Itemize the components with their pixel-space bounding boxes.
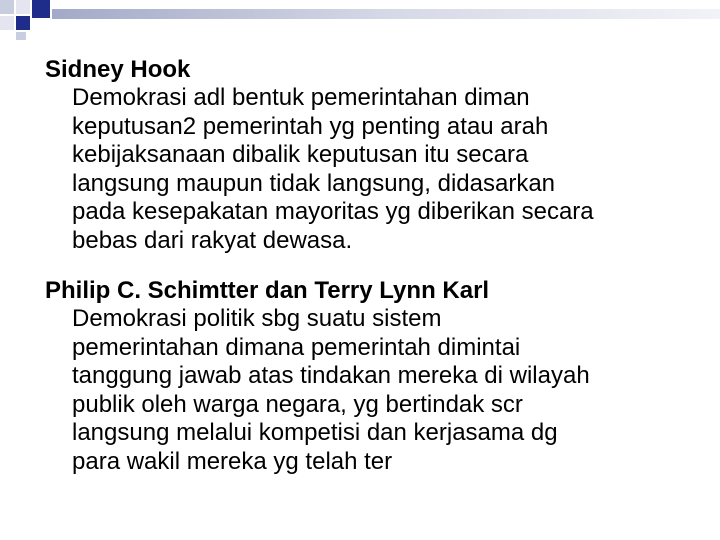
body-line: langsung melalui kompetisi dan kerjasama dg [72,419,558,446]
section-heading: Sidney Hook [45,56,191,83]
body-line: tanggung jawab atas tindakan mereka di wilayah [72,362,590,389]
definition-sidney-hook [45,56,705,255]
body-line: Demokrasi adl bentuk pemerintahan diman [72,84,530,111]
decorative-square [16,32,26,40]
body-line: kebijaksanaan dibalik keputusan itu secara [72,141,529,168]
decorative-header-bar [52,9,720,19]
decorative-squares [0,0,60,40]
decorative-square [0,0,14,14]
definition-schmitter-karl [45,277,705,476]
body-line: bebas dari rakyat dewasa. [72,226,353,254]
body-line: pemerintahan dimana pemerintah dimintai [72,333,521,361]
decorative-square [0,16,14,30]
body-line: keputusan2 pemerintah yg penting atau arah [72,112,549,140]
slide-content [45,56,705,498]
body-line: publik oleh warga negara, yg bertindak scr [72,390,523,418]
decorative-square [16,16,30,30]
section-body [72,305,702,476]
body-line: pada kesepakatan mayoritas yg diberikan secara [72,198,594,225]
body-line: Demokrasi politik sbg suatu sistem [72,305,442,332]
body-line: para wakil mereka yg telah ter [72,447,393,475]
body-line: langsung maupun tidak langsung, didasarkan [72,169,556,197]
section-body [72,84,702,255]
decorative-square [16,0,30,14]
decorative-square [32,0,50,18]
section-heading: Philip C. Schimtter dan Terry Lynn Karl [45,277,490,304]
